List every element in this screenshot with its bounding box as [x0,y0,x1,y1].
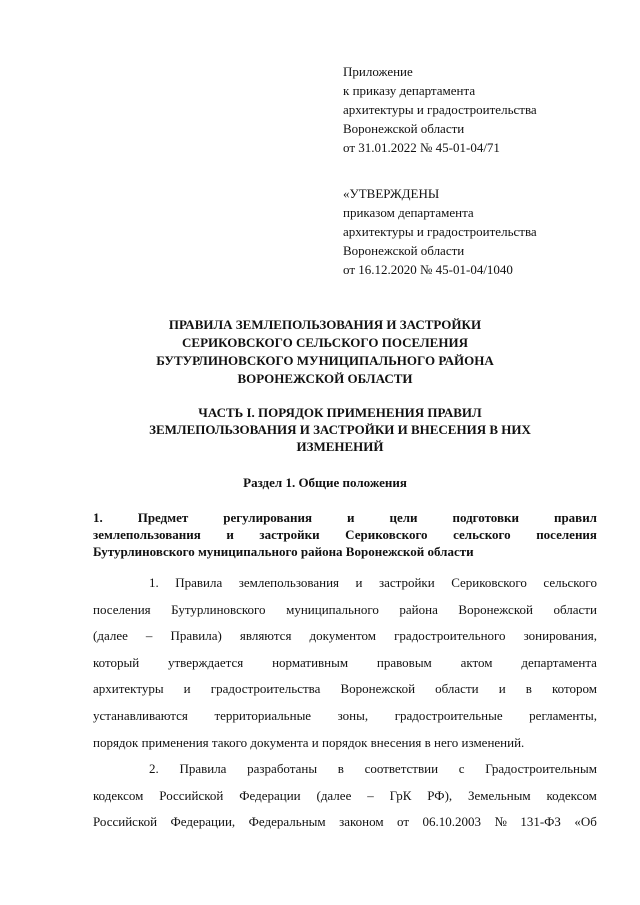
document-title-line: ПРАВИЛА ЗЕМЛЕПОЛЬЗОВАНИЯ И ЗАСТРОЙКИ [168,317,482,332]
word: 2. [149,761,159,777]
word: 1. [93,510,103,525]
word: – [145,628,153,644]
word: зонирования, [523,628,597,644]
approved-block [343,184,537,279]
word: устанавливаются [93,707,188,723]
word: кодексом [546,787,597,803]
article-title-line [93,526,597,543]
word: законом [339,814,384,830]
word: в [525,681,532,697]
document-title-line: ВОРОНЕЖСКОЙ ОБЛАСТИ [237,371,413,386]
word: области [553,601,597,617]
word: поселения [93,601,151,617]
word: района [399,601,438,617]
word: Предмет [137,510,189,525]
article-title-line [93,509,597,526]
paragraph-line [93,570,597,597]
word: с [458,761,465,777]
word: документом [309,628,377,644]
word: – [367,787,374,803]
word: муниципального [286,601,379,617]
word: департамента [521,654,597,670]
word: землепользования [238,575,340,590]
word: правил [553,510,597,525]
word: который [93,654,140,670]
word: и [355,575,363,590]
article-title [93,509,597,560]
word: Правила [179,761,227,777]
part-title [90,404,590,455]
word: цели [389,510,418,525]
paragraph-line [93,676,597,703]
word: в [337,761,344,777]
word: Воронежской [458,601,533,617]
word: разработаны [247,761,318,777]
paragraph-line [93,703,597,730]
word: Сериковского [451,575,527,590]
word: (далее [316,787,352,803]
body-text [93,570,597,836]
word: (далее [93,628,128,644]
word: градостроительного [394,628,506,644]
word: котором [551,681,597,697]
word: Федеральным [248,814,326,830]
word: застройки [259,527,320,542]
word: Воронежской [340,681,416,697]
word: Правила) [170,628,222,644]
document-title-line: БУТУРЛИНОВСКОГО МУНИЦИПАЛЬНОГО РАЙОНА [156,353,494,368]
appendix-line: от 31.01.2022 № 45-01-04/71 [343,140,500,155]
appendix-line: Воронежской области [343,121,465,136]
word: Правила [175,575,223,590]
word: правовым [376,654,432,670]
paragraph-line [93,650,597,677]
section-title: Раздел 1. Общие положения [243,475,407,490]
document-title [60,316,590,388]
word: являются [239,628,292,644]
word: 06.10.2003 [422,814,481,830]
word: № [494,814,507,830]
word: регламенты, [529,707,597,723]
paragraph-line [93,756,597,783]
word: Земельным [468,787,531,803]
word: застройки [378,575,435,590]
word: регулирования [223,510,313,525]
word: Сериковского [345,527,428,542]
appendix-block [343,62,537,157]
word: территориальные [214,707,312,723]
approved-line: архитектуры и градостроительства [343,224,537,239]
word: нормативным [272,654,349,670]
word: соответствии [364,761,439,777]
paragraph-line [93,623,597,650]
word: зоны, [337,707,369,723]
article-title-text: Бутурлиновского муниципального района Воронежской области [93,544,474,559]
approved-line: Воронежской области [343,243,465,258]
word: Федерации, [170,814,236,830]
paragraph-line [93,783,597,810]
article-title-line [93,543,597,560]
word: 131-ФЗ [520,814,561,830]
document-title-line: СЕРИКОВСКОГО СЕЛЬСКОГО ПОСЕЛЕНИЯ [182,335,468,350]
word: области [435,681,479,697]
word: сельского [543,575,597,590]
word: кодексом [93,787,144,803]
word: Российской [159,787,224,803]
paragraph-line [93,597,597,624]
word: Федерации [239,787,301,803]
word: сельского [453,527,511,542]
paragraph-line: порядок применения такого документа и порядок внесения в него изменений. [93,734,525,750]
word: Российской [93,814,158,830]
word: утверждается [168,654,244,670]
word: землепользования [93,527,201,542]
word: от [397,814,410,830]
part-title-line: ЗЕМЛЕПОЛЬЗОВАНИЯ И ЗАСТРОЙКИ И ВНЕСЕНИЯ В НИХ [149,422,531,437]
word: градостроительные [394,707,503,723]
word: градостроительства [210,681,321,697]
word: актом [460,654,493,670]
paragraph-line [93,809,597,836]
appendix-line: архитектуры и градостроительства [343,102,537,117]
approved-line: «УТВЕРЖДЕНЫ [343,186,440,201]
approved-line: приказом департамента [343,205,474,220]
word: РФ), [427,787,453,803]
word: подготовки [452,510,519,525]
word: и [226,527,234,542]
word: Градостроительным [485,761,597,777]
word: архитектуры [93,681,164,697]
word: 1. [149,575,159,590]
word: и [347,510,355,525]
part-title-line: ИЗМЕНЕНИЙ [296,439,384,454]
word: ГрК [389,787,412,803]
appendix-line: Приложение [343,64,413,79]
appendix-line: к приказу департамента [343,83,476,98]
word: поселения [536,527,597,542]
word: Бутурлиновского [171,601,266,617]
word: и [498,681,506,697]
part-title-line: ЧАСТЬ I. ПОРЯДОК ПРИМЕНЕНИЯ ПРАВИЛ [198,405,482,420]
word: «Об [574,814,597,830]
word: и [183,681,191,697]
approved-line: от 16.12.2020 № 45-01-04/1040 [343,262,513,277]
